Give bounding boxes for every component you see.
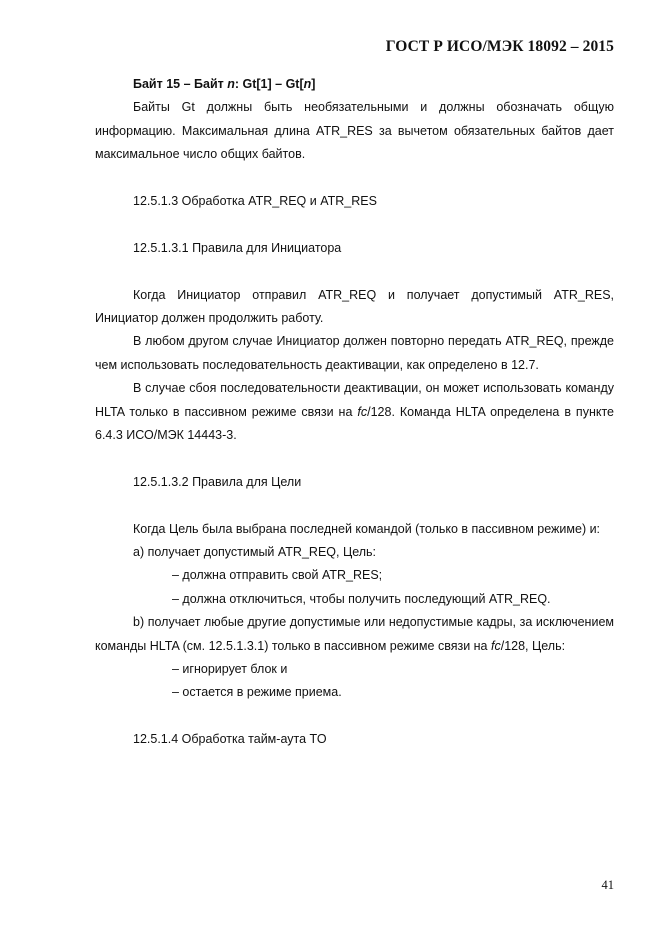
- page-content: [95, 73, 614, 752]
- list-item-a: а) получает допустимый ATR_REQ, Цель:: [133, 545, 377, 560]
- initiator-paragraph-3: [95, 377, 614, 447]
- gt-description-paragraph: Байты Gt должны быть необязательными и должны обозначать общую информацию. Максимальная длина ATR_RES за вычетом обязательных байтов дает максимальное число общих байтов.: [95, 100, 614, 162]
- section-12-5-1-3-title: 12.5.1.3 Обработка ATR_REQ и ATR_RES: [133, 194, 377, 209]
- section-12-5-1-4-title: 12.5.1.4 Обработка тайм-аута TO: [133, 732, 327, 747]
- byte-heading: [95, 73, 614, 96]
- list-item-a-1: – должна отправить свой ATR_RES;: [172, 568, 383, 583]
- list-item-b: [95, 611, 614, 658]
- byte-heading-n2: n: [303, 77, 312, 91]
- byte-heading-part3: ]: [311, 77, 316, 91]
- section-12-5-1-3-1-title: 12.5.1.3.1 Правила для Инициатора: [133, 240, 342, 255]
- page-number: 41: [601, 878, 614, 892]
- list-item-b-part-b: /128, Цель:: [500, 638, 566, 653]
- fc-symbol: fc: [490, 638, 501, 653]
- initiator-paragraph-2: В любом другом случае Инициатор должен повторно передать ATR_REQ, прежде чем использовать последовательность деактивации, как определено в 12.7.: [95, 334, 614, 372]
- list-item-a-2: – должна отключиться, чтобы получить последующий ATR_REQ.: [172, 591, 551, 606]
- byte-heading-n1: n: [227, 77, 235, 91]
- byte-heading-part2: : Gt[1] – Gt[: [234, 77, 304, 91]
- fc-symbol: fc: [357, 404, 368, 419]
- initiator-paragraph-3-part-b: /128. Команда HLTA определена в пункте 6.4.3 ИСО/МЭК 14443-3.: [95, 404, 614, 443]
- initiator-paragraph-1: Когда Инициатор отправил ATR_REQ и получает допустимый ATR_RES, Инициатор должен продолжить работу.: [95, 287, 614, 326]
- list-item-b-part-a: b) получает любые другие допустимые или недопустимые кадры, за исключением команды HLTA (см. 12.5.1.3.1) только в пассивном режиме связи на: [95, 615, 614, 653]
- section-12-5-1-3-2-title: 12.5.1.3.2 Правила для Цели: [133, 474, 302, 489]
- initiator-paragraph-3-part-a: В случае сбоя последовательности деактивации, он может использовать команду HLTA только в пассивном режиме связи на: [95, 381, 614, 419]
- list-item-b-2: – остается в режиме приема.: [172, 685, 342, 700]
- list-item-b-1: – игнорирует блок и: [172, 662, 288, 677]
- byte-heading-part1: Байт 15 – Байт: [133, 77, 228, 91]
- document-standard-header: ГОСТ Р ИСО/МЭК 18092 – 2015: [385, 38, 614, 55]
- target-paragraph-1: Когда Цель была выбрана последней командой (только в пассивном режиме) и:: [133, 521, 601, 536]
